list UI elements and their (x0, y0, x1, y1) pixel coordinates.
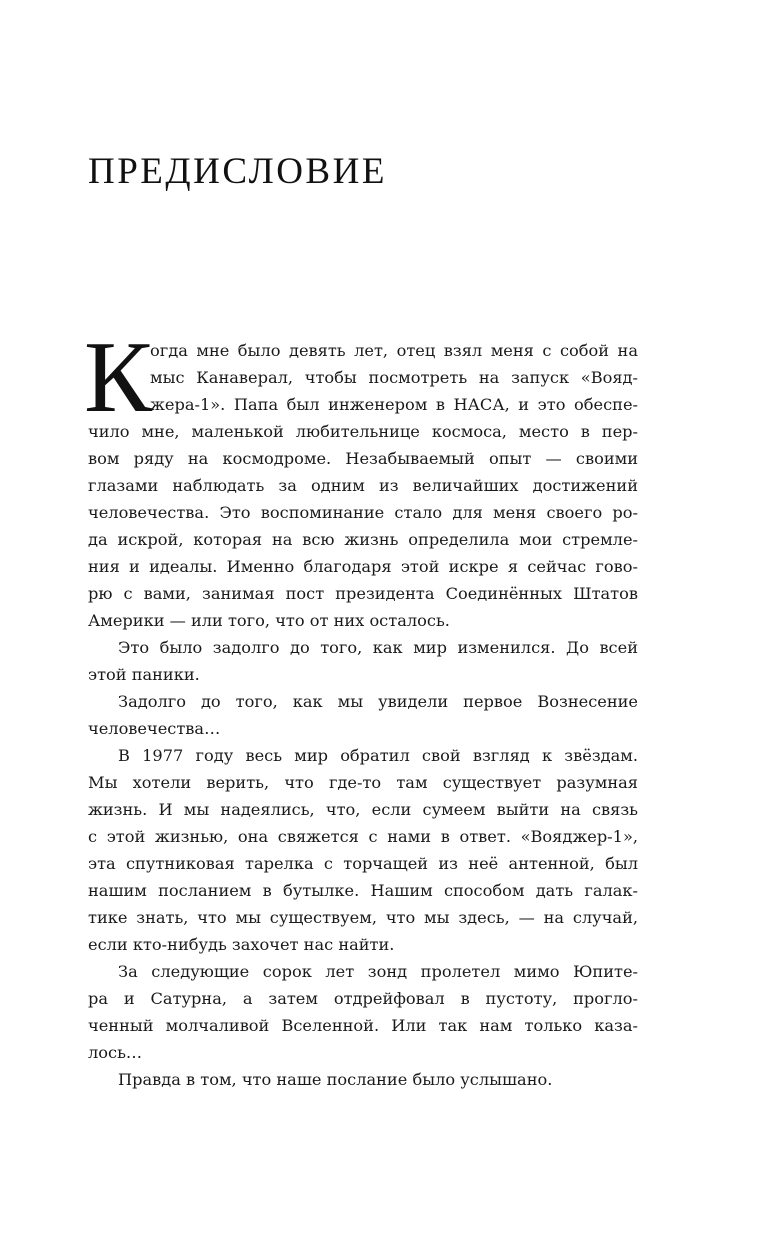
text-line: Задолго до того, как мы увидели первое Вознесение (118, 692, 638, 711)
text-line: глазами наблюдать за одним из величайших достижений (88, 476, 638, 495)
text-line: Америки — или того, что от них осталось. (88, 611, 450, 630)
text-line: тике знать, что мы существуем, что мы здесь, — на случай, (88, 908, 638, 927)
text-line: Это было задолго до того, как мир изменился. До всей (118, 638, 638, 657)
text-line: мыс Канаверал, чтобы посмотреть на запуск «Вояд- (150, 368, 638, 387)
text-line: ра и Сатурна, а затем отдрейфовал в пустоту, прогло- (88, 989, 638, 1008)
text-line: За следующие сорок лет зонд пролетел мимо Юпите- (118, 962, 638, 981)
text-line: чило мне, маленькой любительнице космоса, место в пер- (88, 422, 638, 441)
text-line: эта спутниковая тарелка с торчащей из неё антенной, был (88, 854, 638, 873)
text-line: если кто-нибудь захочет нас найти. (88, 935, 395, 954)
text-line: ния и идеалы. Именно благодаря этой искре я сейчас гово- (88, 557, 638, 576)
text-line: ченный молчаливой Вселенной. Или так нам только каза- (88, 1016, 638, 1035)
text-line: этой паники. (88, 665, 200, 684)
text-line: человечества. Это воспоминание стало для меня своего ро- (88, 503, 638, 522)
text-line: человечества… (88, 719, 221, 738)
text-line: вом ряду на космодроме. Незабываемый опыт — своими (88, 449, 638, 468)
text-line: да искрой, которая на всю жизнь определила мои стремле- (88, 530, 638, 549)
text-line: Правда в том, что наше послание было услышано. (118, 1070, 553, 1089)
chapter-title: ПРЕДИСЛОВИЕ (88, 151, 387, 192)
text-line: Мы хотели верить, что где-то там существует разумная (88, 773, 638, 792)
text-line: жизнь. И мы надеялись, что, если сумеем выйти на связь (88, 800, 638, 819)
drop-cap: К (84, 321, 153, 434)
text-line: с этой жизнью, она свяжется с нами в ответ. «Вояджер-1», (88, 827, 638, 846)
text-line: рю с вами, занимая пост президента Соединённых Штатов (88, 584, 638, 603)
body-text (84, 321, 638, 1093)
text-line: В 1977 году весь мир обратил свой взгляд к звёздам. (118, 746, 638, 765)
text-line: огда мне было девять лет, отец взял меня с собой на (150, 341, 638, 360)
text-line: лось… (88, 1043, 143, 1062)
text-line: нашим посланием в бутылке. Нашим способом дать галак- (88, 881, 638, 900)
text-line: жера-1». Папа был инженером в НАСА, и это обеспе- (150, 395, 638, 414)
